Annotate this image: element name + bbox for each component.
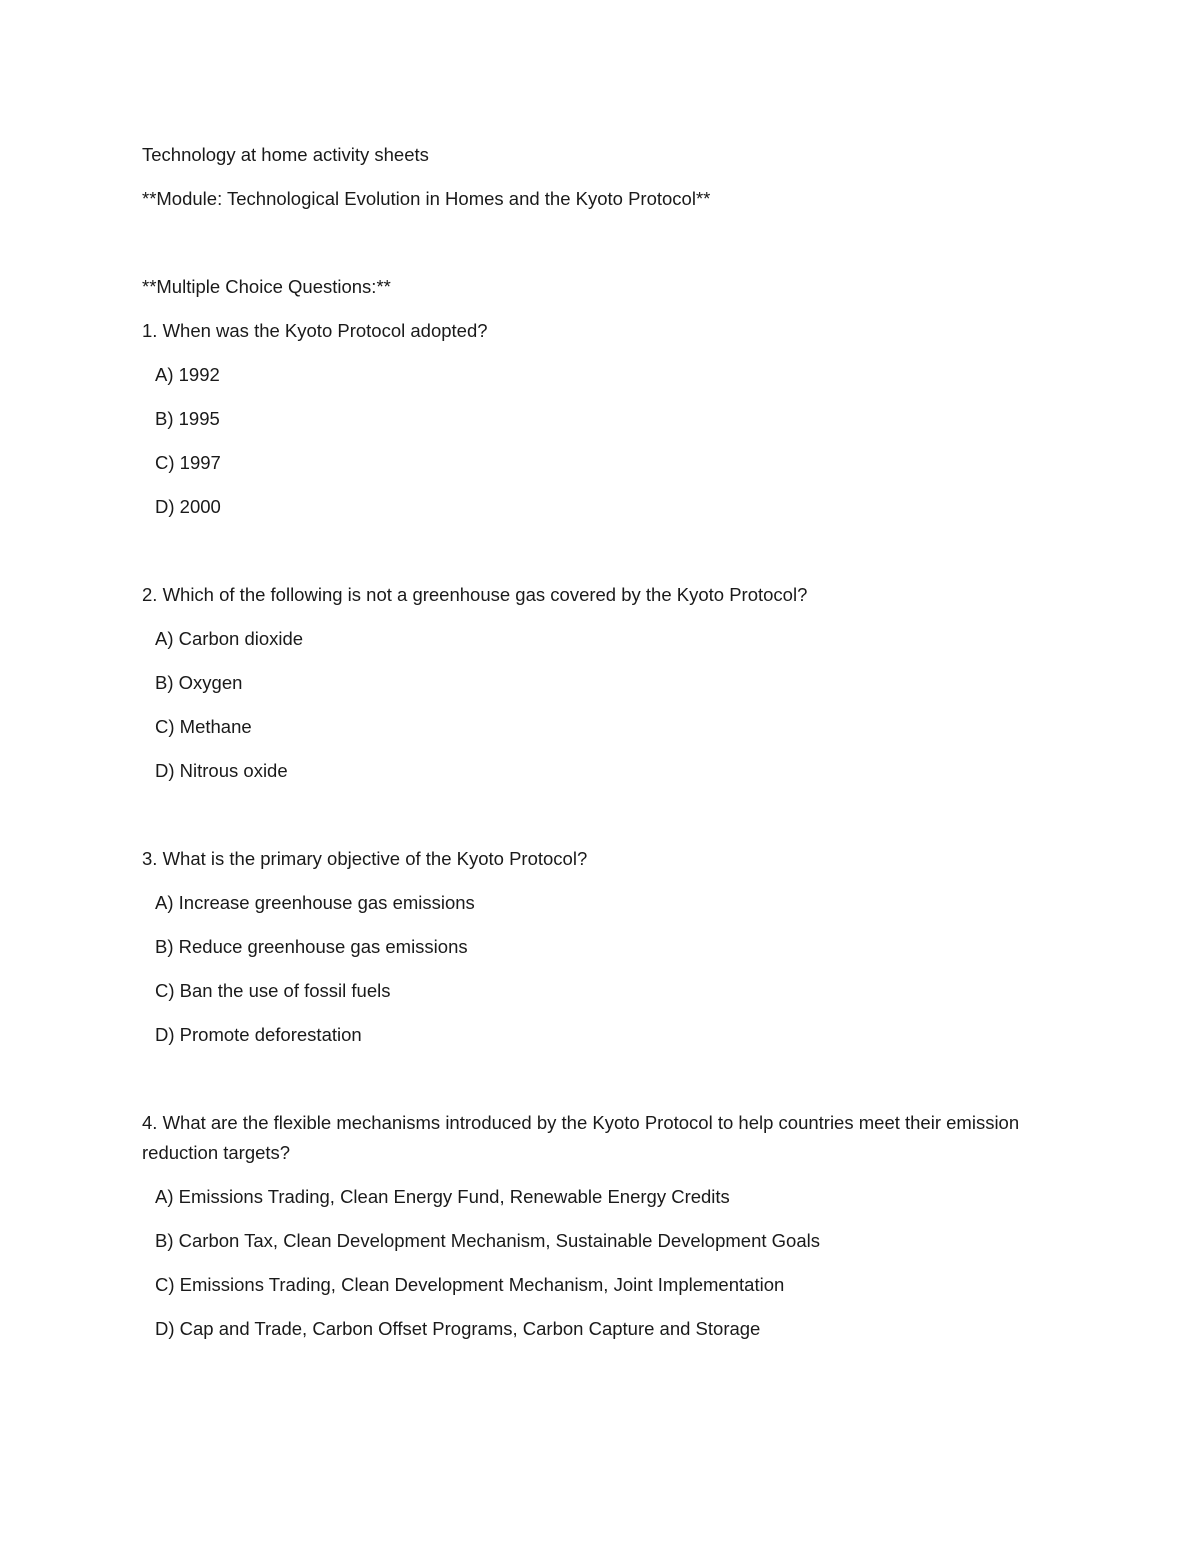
option-c: C) 1997 [155, 452, 221, 473]
question-3 [142, 844, 1022, 1050]
question-2 [142, 580, 1022, 786]
option-b: B) Oxygen [155, 672, 243, 693]
option-a: A) Carbon dioxide [155, 628, 304, 649]
question-text: 1. When was the Kyoto Protocol adopted? [142, 320, 488, 341]
option-a: A) Increase greenhouse gas emissions [155, 892, 475, 913]
option-d: D) Promote deforestation [155, 1024, 362, 1045]
option-c: C) Methane [155, 716, 252, 737]
option-b: B) 1995 [155, 408, 220, 429]
option-a: A) Emissions Trading, Clean Energy Fund, Renewable Energy Credits [155, 1186, 730, 1207]
question-text: 4. What are the flexible mechanisms introduced by the Kyoto Protocol to help countries meet their emission reduction targets? [142, 1112, 1020, 1163]
question-text: 2. Which of the following is not a greenhouse gas covered by the Kyoto Protocol? [142, 584, 808, 605]
option-b: B) Carbon Tax, Clean Development Mechanism, Sustainable Development Goals [155, 1230, 820, 1251]
option-d: D) Cap and Trade, Carbon Offset Programs, Carbon Capture and Storage [155, 1318, 761, 1339]
option-d: D) 2000 [155, 496, 221, 517]
question-4 [142, 1108, 1022, 1344]
section-heading: **Multiple Choice Questions:** [142, 276, 391, 297]
document-title: Technology at home activity sheets [142, 144, 429, 165]
question-1 [142, 316, 1022, 522]
option-d: D) Nitrous oxide [155, 760, 288, 781]
document-content [142, 140, 1022, 1344]
question-text: 3. What is the primary objective of the Kyoto Protocol? [142, 848, 588, 869]
option-c: C) Ban the use of fossil fuels [155, 980, 391, 1001]
option-b: B) Reduce greenhouse gas emissions [155, 936, 468, 957]
module-heading: **Module: Technological Evolution in Homes and the Kyoto Protocol** [142, 188, 711, 209]
option-c: C) Emissions Trading, Clean Development Mechanism, Joint Implementation [155, 1274, 785, 1295]
option-a: A) 1992 [155, 364, 220, 385]
